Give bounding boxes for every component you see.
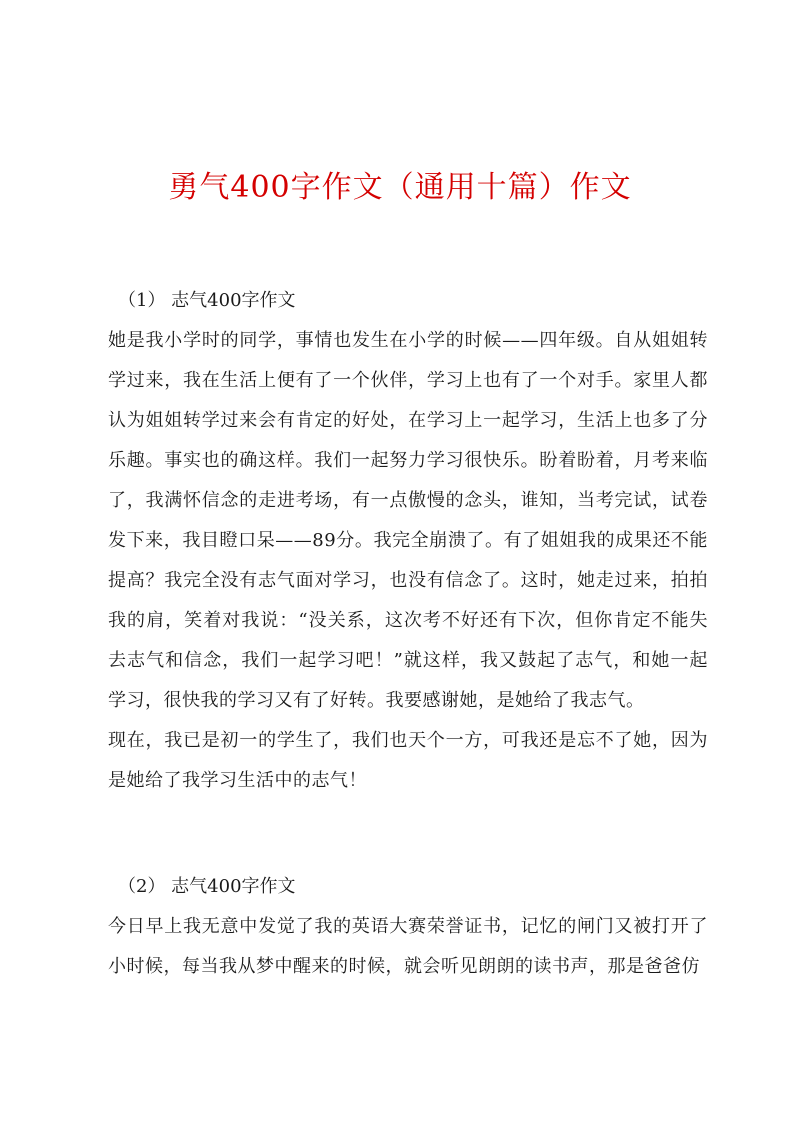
section-heading: （2） 志气400字作文	[118, 876, 296, 897]
section-heading: （1） 志气400字作文	[118, 290, 296, 311]
document-title: 勇气400字作文（通用十篇）作文	[168, 170, 632, 205]
paragraph: 她是我小学时的同学，事情也发生在小学的时候——四年级。自从姐姐转学过来，我在生活上便有了一个伙伴，学习上也有了一个对手。家里人都认为姐姐转学过来会有肯定的好处，在学习上一起学习，生活上也多了分乐趣。事实也的确这样。我们一起努力学习很快乐。盼着盼着，月考来临了，我满怀信念的走进考场，有一点傲慢的念头，谁知，当考完试，试卷发下来，我目瞪口呆——89分。我完全崩溃了。有了姐姐我的成果还不能提高？我完全没有志气面对学习，也没有信念了。这时，她走过来，拍拍我的肩，笑着对我说：“没关系，这次考不好还有下次，但你肯定不能失去志气和信念，我们一起学习吧！”就这样，我又鼓起了志气，和她一起学习，很快我的学习又有了好转。我要感谢她，是她给了我志气。	[108, 330, 708, 711]
paragraph: 今日早上我无意中发觉了我的英语大赛荣誉证书，记忆的闸门又被打开了小时候，每当我从梦中醒来的时候，就会听见朗朗的读书声，那是爸爸仿	[108, 916, 708, 977]
essay-section-2	[108, 867, 708, 987]
essay-section-1	[108, 281, 708, 801]
paragraph: 现在，我已是初一的学生了，我们也天个一方，可我还是忘不了她，因为是她给了我学习生活中的志气！	[108, 730, 708, 791]
